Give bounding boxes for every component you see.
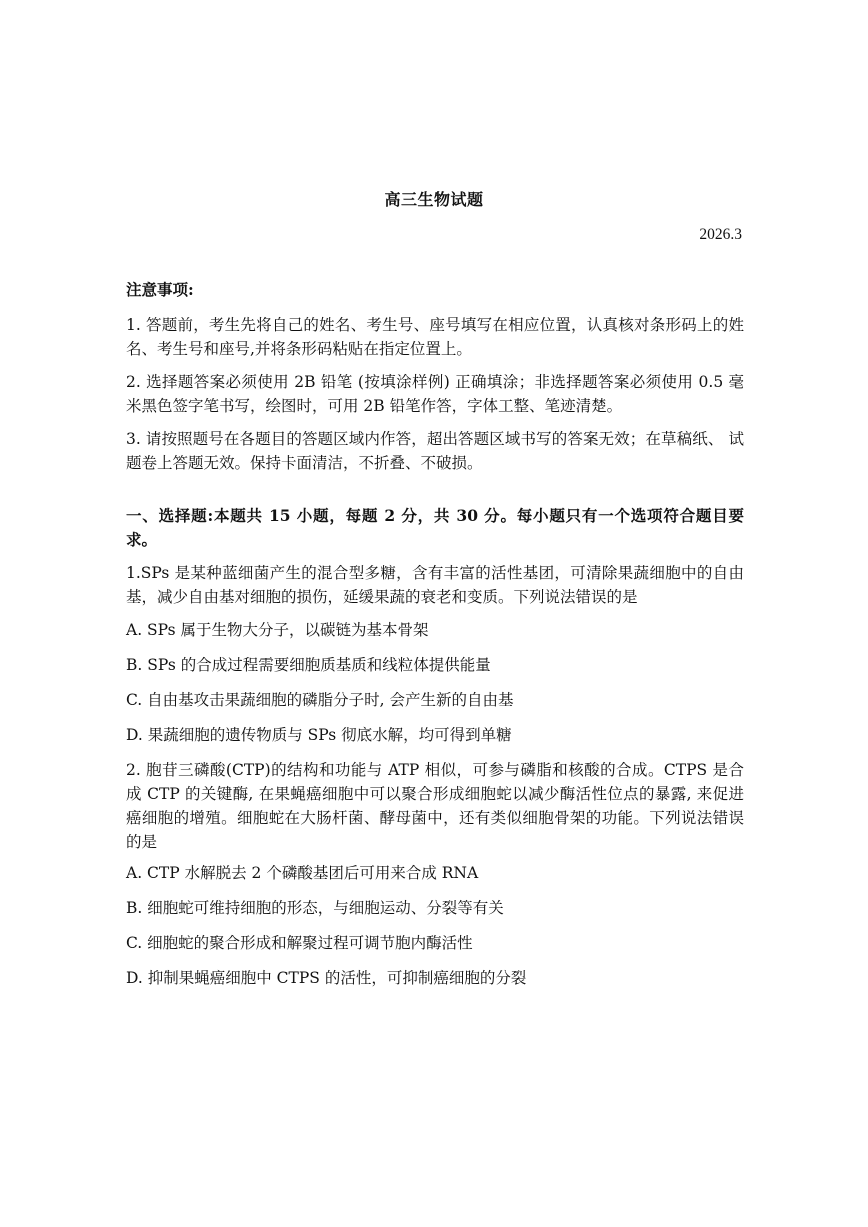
notice-heading: 注意事项: xyxy=(126,280,194,299)
notice-item-1: 1. 答题前，考生先将自己的姓名、考生号、座号填写在相应位置，认真核对条形码上的姓名、考生号和座号,并将条形码粘贴在指定位置上。 xyxy=(126,316,744,358)
page-title: 高三生物试题 xyxy=(384,190,484,209)
notice-item-3: 3. 请按照题号在各题目的答题区域内作答，超出答题区域书写的答案无效；在草稿纸、 试题卷上答题无效。保持卡面清洁，不折叠、不破损。 xyxy=(126,430,744,472)
question-2-stem: 2. 胞苷三磷酸(CTP)的结构和功能与 ATP 相似，可参与磷脂和核酸的合成。CTPS 是合成 CTP 的关键酶, 在果蝇癌细胞中可以聚合形成细胞蛇以减少酶活性位点的暴露, 来促进癌细胞的增殖。细胞蛇在大肠杆菌、酵母菌中，还有类似细胞骨架的功能。下列说法错误的是 xyxy=(126,761,744,851)
exam-date: 2026.3 xyxy=(699,226,742,243)
question-2-option-b: B. 细胞蛇可维持细胞的形态，与细胞运动、分裂等有关 xyxy=(126,899,504,917)
question-1-stem: 1.SPs 是某种蓝细菌产生的混合型多糖，含有丰富的活性基团，可清除果蔬细胞中的自由基，减少自由基对细胞的损伤，延缓果蔬的衰老和变质。下列说法错误的是 xyxy=(126,564,744,606)
question-2-option-c: C. 细胞蛇的聚合形成和解聚过程可调节胞内酶活性 xyxy=(126,934,473,952)
question-1-option-b: B. SPs 的合成过程需要细胞质基质和线粒体提供能量 xyxy=(126,656,491,674)
question-1-option-a: A. SPs 属于生物大分子，以碳链为基本骨架 xyxy=(126,621,429,639)
question-2-option-a: A. CTP 水解脱去 2 个磷酸基团后可用来合成 RNA xyxy=(126,864,479,882)
question-2-option-d: D. 抑制果蝇癌细胞中 CTPS 的活性，可抑制癌细胞的分裂 xyxy=(126,969,527,987)
section-heading: 一、选择题:本题共 15 小题，每题 2 分，共 30 分。每小题只有一个选项符合题目要求。 xyxy=(126,506,744,549)
question-1-option-c: C. 自由基攻击果蔬细胞的磷脂分子时, 会产生新的自由基 xyxy=(126,691,514,709)
question-1-option-d: D. 果蔬细胞的遗传物质与 SPs 彻底水解，均可得到单糖 xyxy=(126,726,512,744)
notice-item-2: 2. 选择题答案必须使用 2B 铅笔 (按填涂样例) 正确填涂；非选择题答案必须使用 0.5 毫米黑色签字笔书写，绘图时，可用 2B 铅笔作答，字体工整、笔迹清楚。 xyxy=(126,373,744,415)
